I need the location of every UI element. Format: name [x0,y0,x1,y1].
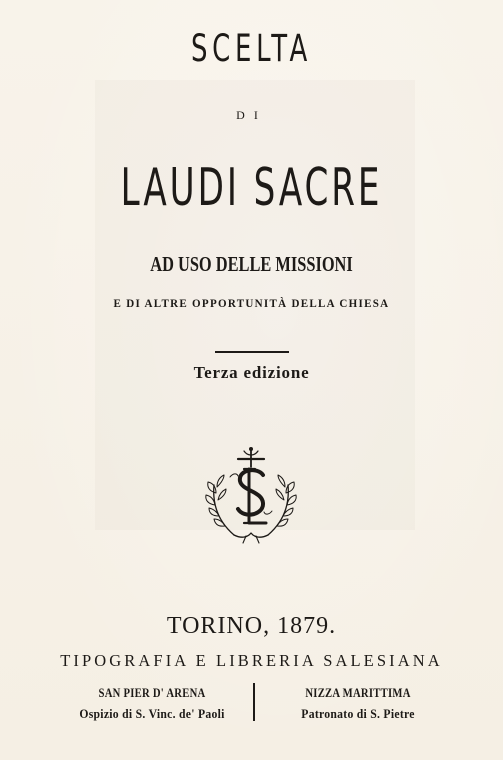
imprint-right-city: NIZZA MARITTIMA [305,685,411,700]
imprint-left-column [58,682,246,724]
imprint-right-institution: Patronato di S. Pietre [301,706,415,721]
subtitle-secondary: E DI ALTRE OPPORTUNITÀ DELLA CHIESA [113,296,390,310]
title-line-di: DI [236,108,267,122]
imprint-left-institution: Ospizio di S. Vinc. de' Paoli [79,706,225,721]
subtitle-primary: AD USO DELLE MISSIONI [150,252,353,276]
imprint-left-city: SAN PIER D' ARENA [98,685,206,700]
column-divider [253,683,255,721]
horizontal-rule [215,351,289,353]
publisher-name: TIPOGRAFIA E LIBRERIA SALESIANA [60,651,443,670]
title-line-scelta: SCELTA [191,27,312,70]
imprint-right-column [264,682,452,724]
edition-label: Terza edizione [193,363,310,382]
main-title: LAUDI SACRE [120,158,383,218]
place-and-year: TORINO, 1879. [166,613,337,639]
monogram-emblem-icon [200,445,302,545]
